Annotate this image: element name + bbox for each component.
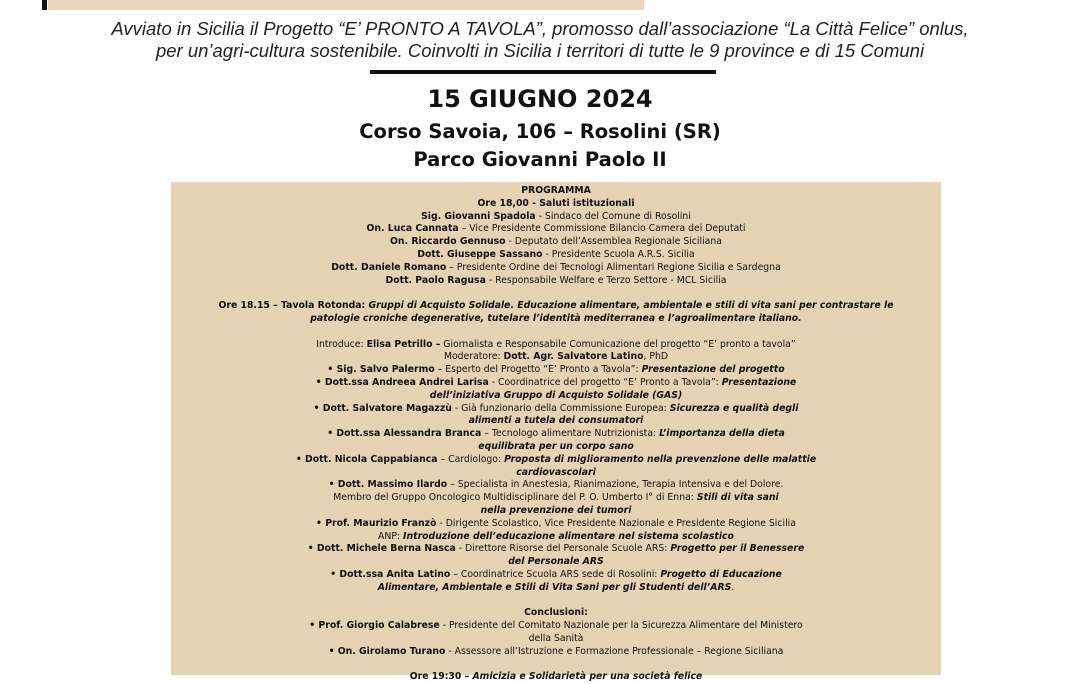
header-left-mark [42,0,47,10]
speaker-name: • Dott. Massimo Ilardo [328,479,448,491]
speaker-topic-suffix: . [731,581,735,593]
speaker-row [171,403,941,416]
moderator-name: Dott. Agr. Salvatore Latino [503,351,644,363]
speaker-role: ANP: [378,530,404,542]
greeting-row [171,211,941,224]
speaker-topic: Progetto di Educazione [660,568,782,580]
speaker-row [171,479,941,492]
event-address: Corso Savoia, 106 – Rosolini (SR) [359,120,721,143]
speaker-name: • Dott.ssa Andreea Andrei Larisa [315,376,489,388]
speaker-topic: Progetto per il Benessere [670,543,805,555]
greeting-name: Dott. Giuseppe Sassano [417,248,543,260]
spacer [171,287,941,300]
event-date: 15 GIUGNO 2024 [427,85,653,113]
spacer [171,658,941,671]
greeting-row [171,275,941,288]
introducer-name: Elisa Petrillo – [366,338,441,350]
round-table-line-1 [171,300,941,313]
speaker-topic: Sicurezza e qualità degli [669,402,799,414]
round-table-label: Ore 18.15 – Tavola Rotonda: [218,300,369,312]
speaker-row-cont [171,531,941,544]
introducer-label: Introduce: [316,338,367,350]
divider-rule [370,70,716,74]
conclusion-role: - Presidente del Comitato Nazionale per la Sicurezza Alimentare del Ministero [439,620,803,632]
speaker-role: – Cardiologo: [437,453,505,465]
speaker-role: – Coordinatrice Scuola ARS sede di Rosolini: [450,568,661,580]
greeting-row [171,223,941,236]
conclusion-row [171,620,941,633]
speaker-topic-cont: cardiovascolari [516,466,596,478]
moderator-suffix: , PhD [643,351,669,363]
speaker-topic: Stili di vita sani [696,492,779,504]
greeting-row [171,249,941,262]
greeting-name: On. Luca Cannata [366,223,459,235]
round-table-theme: Gruppi di Acquisto Solidale. Educazione alimentare, ambientale e stili di vita sani per contrastare le [368,300,894,312]
conclusion-name: • Prof. Giorgio Calabrese [309,620,440,632]
speaker-topic-cont-row [171,582,941,595]
spacer [171,326,941,339]
speaker-name: • Dott. Salvatore Magazzù [313,402,452,414]
speaker-topic-cont: Alimentare, Ambientale e Stili di Vita Sani per gli Studenti dell’ARS [377,581,732,593]
greeting-name: Sig. Giovanni Spadola [421,210,536,222]
event-place: Parco Giovanni Paolo II [413,148,667,171]
speaker-topic: L’importanza della dieta [659,428,785,440]
greeting-role: - Responsabile Welfare e Terzo Settore - MCL Sicilia [485,274,727,286]
event-venue [0,118,1080,174]
speaker-name: • Sig. Salvo Palermo [327,364,435,376]
speaker-row [171,518,941,531]
moderator-row [171,351,941,364]
introducer-row [171,339,941,352]
speaker-role: - Coordinatrice del progetto “E’ Pronto a Tavola”: [488,376,722,388]
speaker-topic-cont: alimenti a tutela dei consumatori [468,415,644,427]
intro-line-2: per un’agri-cultura sostenibile. Coinvolti in Sicilia i territori di tutte le 9 province e di 15 Comuni [155,40,925,61]
greeting-name: Dott. Daniele Romano [331,261,447,273]
speaker-topic: Presentazione del progetto [641,364,785,376]
speaker-name: • Dott. Nicola Cappabianca [295,453,438,465]
round-table-line-2: patologie croniche degenerative, tutelare l’identità mediterranea e l’agroalimentare italiano. [310,312,802,324]
greeting-row [171,262,941,275]
speaker-row [171,428,941,441]
speaker-role: – Esperto del Progetto “E’ Pronto a Tavola”: [434,364,642,376]
speaker-topic: Presentazione [721,376,797,388]
greeting-name: On. Riccardo Gennuso [390,236,506,248]
conclusion-name: • On. Girolamo Turano [328,645,446,657]
speaker-name: • Dott. Michele Berna Nasca [307,543,456,555]
intro-line-1: Avviato in Sicilia il Progetto “E’ PRONTO A TAVOLA”, promosso dall’associazione “La Città Felice” onlus, [111,18,969,39]
speaker-topic: Proposta di miglioramento nella prevenzione delle malattie [504,453,817,465]
speaker-topic-cont: dell’iniziativa Gruppo di Acquisto Solidale (GAS) [429,389,683,401]
speaker-role: – Specialista in Anestesia, Rianimazione, Terapia Intensiva e del Dolore. [447,479,784,491]
conclusion-role: - Assessore all’Istruzione e Formazione Professionale – Regione Siciliana [445,645,784,657]
speaker-name: • Dott.ssa Alessandra Branca [327,428,482,440]
speaker-row [171,543,941,556]
closing-label: Ore 19:30 – [409,671,473,683]
speaker-row [171,364,941,377]
conclusions-title: Conclusioni: [524,607,588,619]
spacer [171,595,941,608]
speaker-name: • Dott.ssa Anita Latino [330,568,451,580]
introducer-role: Giornalista e Responsabile Comunicazione del progetto “E’ pronto a tavola” [440,338,796,350]
intro-text [0,18,1080,62]
speaker-topic-cont: equilibrata per un corpo sano [478,440,634,452]
greeting-role: - Sindaco del Comune di Rosolini [535,210,691,222]
speaker-row [171,454,941,467]
speaker-role: – Tecnologo alimentare Nutrizionista: [481,428,660,440]
speaker-topic-cont: nella prevenzione dei tumori [480,504,632,516]
closing-row [171,671,941,684]
greeting-role: - Deputato dell’Assemblea Regionale Siciliana [505,236,722,248]
speaker-row [171,377,941,390]
speaker-role: - Già funzionario della Commissione Europea: [451,402,670,414]
greeting-role: – Vice Presidente Commissione Bilancio Camera dei Deputati [458,223,746,235]
greeting-role: – Presidente Ordine dei Tecnologi Alimentari Regione Sicilia e Sardegna [446,261,781,273]
speaker-role: - Direttore Risorse del Personale Scuole ARS: [455,543,671,555]
greeting-row [171,236,941,249]
speaker-name: • Prof. Maurizio Franzò [316,517,437,529]
closing-topic: Amicizia e Solidarietà per una società felice [472,671,703,683]
greeting-name: Dott. Paolo Ragusa [385,274,486,286]
moderator-label: Moderatore: [443,351,504,363]
header-band [48,0,644,10]
speaker-row [171,569,941,582]
speaker-role: Membro del Gruppo Oncologico Multidisciplinare del P. O. Umberto I° di Enna: [333,492,697,504]
greeting-role: - Presidente Scuola A.R.S. Sicilia [542,248,695,260]
program-title: PROGRAMMA [521,185,591,196]
speaker-role: - Dirigente Scolastico, Vice Presidente Nazionale e Presidente Regione Sicilia [436,517,796,529]
speaker-topic-cont: del Personale ARS [508,556,604,568]
conclusion-role-cont: della Sanità [528,632,584,644]
speaker-topic: Introduzione dell’educazione alimentare nel sistema scolastico [403,530,734,542]
conclusion-row [171,646,941,659]
greetings-time: Ore 18,00 - Saluti istituzionali [477,197,635,209]
program-list [171,185,941,684]
speaker-row-cont [171,492,941,505]
